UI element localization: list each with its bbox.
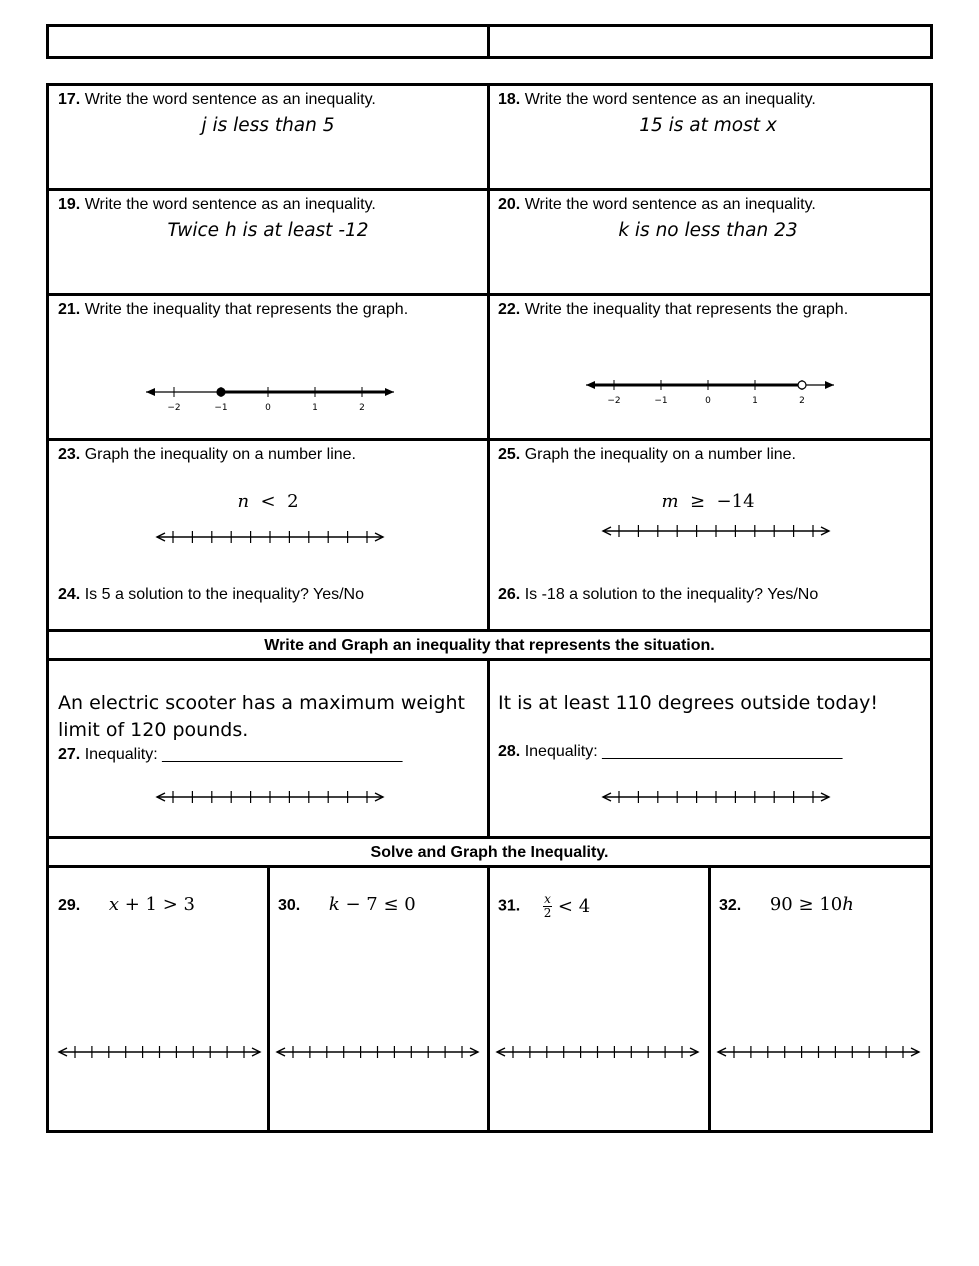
problem-29-blank-number-line[interactable] [57, 1042, 262, 1062]
tick-label: 1 [312, 403, 318, 413]
problem-number: 19. [58, 196, 81, 213]
operator: < [260, 491, 276, 512]
problem-number: 32. [719, 897, 742, 914]
problem-number: 24. [58, 586, 81, 603]
problem-text: Write the inequality that represents the graph. [84, 301, 409, 318]
operator: ≤ [383, 894, 405, 915]
coefficient: 10 [819, 894, 843, 915]
problem-23-inequality [58, 491, 478, 512]
expression: − 7 [339, 894, 384, 915]
problem-number: 21. [58, 301, 81, 318]
problem-22-prompt [498, 301, 848, 319]
value: 3 [183, 894, 195, 915]
problem-number: 27. [58, 746, 81, 763]
tick-label: 0 [705, 396, 711, 406]
operator: ≥ [689, 491, 706, 512]
problem-18-prompt [498, 91, 816, 109]
problem-number: 17. [58, 91, 81, 108]
problem-21-prompt [58, 301, 408, 319]
problem-31-inequality [498, 893, 590, 920]
value: 90 [769, 894, 799, 915]
problem-28-answer-line[interactable] [498, 743, 842, 761]
value: 2 [287, 491, 299, 512]
problem-30-inequality [278, 894, 416, 915]
problem-text: Write the word sentence as an inequality. [524, 196, 816, 213]
situation-section-title: Write and Graph an inequality that represents the situation. [264, 637, 715, 654]
problem-number: 30. [278, 897, 301, 914]
problem-27-blank-number-line[interactable] [155, 787, 385, 807]
problem-number: 23. [58, 446, 81, 463]
variable: n [237, 491, 250, 512]
solve-section-title: Solve and Graph the Inequality. [370, 844, 609, 861]
problem-32-inequality [719, 894, 854, 915]
column-divider [487, 83, 490, 631]
problem-text: Write the inequality that represents the graph. [524, 301, 849, 318]
tick-label: −1 [654, 396, 668, 406]
problem-text: Is 5 a solution to the inequality? Yes/No [84, 586, 365, 603]
column-divider [487, 865, 490, 1133]
problem-32-blank-number-line[interactable] [716, 1042, 921, 1062]
header-divider [487, 24, 490, 59]
problem-28-situation: It is at least 110 degrees outside today! [498, 692, 878, 714]
problem-31-blank-number-line[interactable] [495, 1042, 700, 1062]
problem-21-number-line-graph [140, 380, 400, 420]
variable: m [661, 491, 679, 512]
tick-label: 2 [799, 396, 805, 406]
answer-label: Inequality: ___________________________ [84, 746, 403, 763]
open-point [798, 381, 806, 389]
value: −14 [716, 491, 755, 512]
left-arrow-icon [146, 388, 155, 396]
problem-number: 29. [58, 897, 81, 914]
answer-label: Inequality: ___________________________ [524, 743, 843, 760]
value: 4 [578, 896, 591, 917]
problem-number: 28. [498, 743, 521, 760]
operator: > [162, 894, 184, 915]
problem-19-prompt [58, 196, 376, 214]
problem-25-prompt [498, 446, 796, 464]
problem-text: Graph the inequality on a number line. [84, 446, 356, 463]
problem-number: 25. [498, 446, 521, 463]
tick-label: 1 [752, 396, 758, 406]
numerator: x [544, 892, 551, 906]
variable: h [842, 894, 854, 915]
variable: x [108, 894, 120, 915]
problem-25-blank-number-line[interactable] [601, 521, 831, 541]
value: 0 [404, 894, 416, 915]
problem-27-situation: An electric scooter has a maximum weight limit of 120 pounds. [58, 692, 465, 741]
problem-17-sentence: j is less than 5 [201, 115, 335, 136]
problem-20-sentence: k is no less than 23 [618, 220, 798, 241]
column-divider [267, 865, 270, 1133]
problem-number: 18. [498, 91, 521, 108]
problem-19-sentence: Twice h is at least -12 [167, 220, 369, 241]
column-divider [487, 658, 490, 838]
problem-25-inequality [498, 491, 918, 512]
operator: < [557, 896, 579, 917]
problem-28-blank-number-line[interactable] [601, 787, 831, 807]
problem-number: 31. [498, 897, 521, 915]
tick-label: 0 [265, 403, 271, 413]
variable: k [328, 894, 340, 915]
problem-20-prompt [498, 196, 816, 214]
problem-text: Graph the inequality on a number line. [524, 446, 796, 463]
tick-label: −2 [607, 396, 621, 406]
operator: ≥ [798, 894, 820, 915]
problem-24-prompt [58, 586, 364, 604]
problem-text: Write the word sentence as an inequality. [524, 91, 816, 108]
column-divider [708, 865, 711, 1133]
problem-18-sentence: 15 is at most x [639, 115, 777, 136]
tick-label: 2 [359, 403, 365, 413]
closed-point [217, 388, 225, 396]
tick-label: −2 [167, 403, 181, 413]
fraction [543, 893, 552, 920]
tick-label: −1 [214, 403, 228, 413]
problem-text: Write the word sentence as an inequality. [84, 196, 376, 213]
problem-number: 26. [498, 586, 521, 603]
problem-23-prompt [58, 446, 356, 464]
problem-30-blank-number-line[interactable] [275, 1042, 480, 1062]
problem-29-inequality [58, 894, 195, 915]
denominator: 2 [543, 906, 552, 920]
problem-number: 20. [498, 196, 521, 213]
expression: + 1 [119, 894, 163, 915]
problem-number: 22. [498, 301, 521, 318]
problem-text: Write the word sentence as an inequality. [84, 91, 376, 108]
problem-26-prompt [498, 586, 818, 604]
right-arrow-icon [825, 381, 834, 389]
problem-text: Is -18 a solution to the inequality? Yes/No [524, 586, 819, 603]
problem-27-answer-line[interactable] [58, 746, 402, 764]
problem-17-prompt [58, 91, 376, 109]
problem-23-blank-number-line[interactable] [155, 527, 385, 547]
problem-22-number-line-graph [580, 373, 840, 413]
